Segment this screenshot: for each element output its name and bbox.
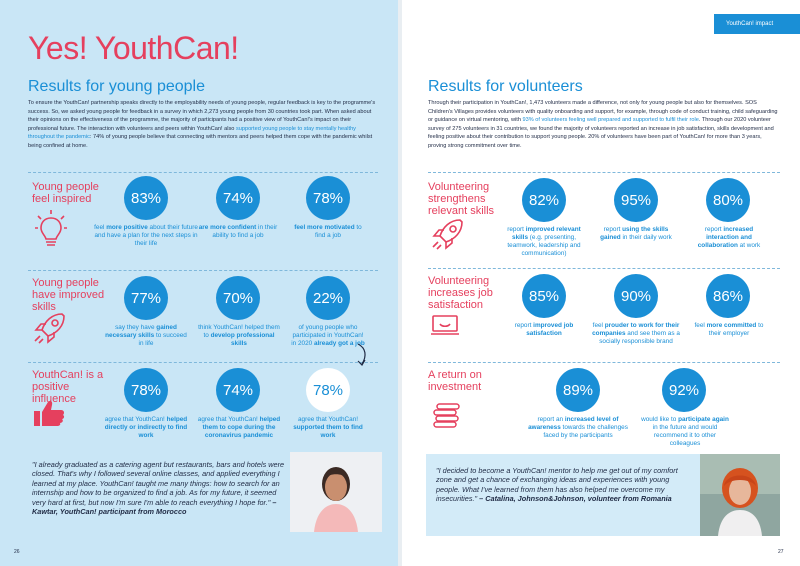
quote-text: "I decided to become a YouthCan! mentor to help me get out of my comfort zone and get a chance of exchanging ideas and experiences with young people. What I've learned from them has also helped me overcome my insecurities." – Catalina, Johnson&Johnson, volunteer from Romania <box>436 466 678 504</box>
volunteer-photo <box>700 454 780 536</box>
stat-description: say they have gained necessary skills to succeed in life <box>105 324 187 347</box>
stat-circle: 22% <box>306 276 350 320</box>
divider <box>28 172 378 173</box>
category-label: Young people have improved skills <box>32 277 105 313</box>
quote-author: – Kawtar, YouthCan! participant from Morocco <box>32 497 277 517</box>
right-intro-text: Through their participation in YouthCan!, 1,473 volunteers made a difference, not only for young people but also for themselves. SOS Children's Villages provides volunteers with quality onboarding and support, for example, through code of conduct training, child safeguarding or guidance on virtual mentoring, with <box>428 100 778 124</box>
stat-description: report improved relevant skills (e.g. presenting, teamwork, leadership and communication) <box>507 226 581 257</box>
stat-description: report an increased level of awareness towards the challenges faced by the participants <box>528 416 628 439</box>
volunteer-quote <box>426 454 700 536</box>
section-tab-label: YouthCan! impact <box>726 21 774 27</box>
rocket-icon <box>32 310 68 346</box>
coins-icon <box>432 402 462 430</box>
category-label: Young people feel inspired <box>32 181 99 205</box>
stat-circle: 83% <box>124 176 168 220</box>
stat-circle: 78% <box>124 368 168 412</box>
stat-description: feel more committed to their employer <box>694 322 764 337</box>
stat-description: agree that YouthCan! helped them to cope during the coronavirus pandemic <box>197 416 281 439</box>
stat-description: think YouthCan! helped them to develop professional skills <box>198 324 280 347</box>
stat-circle: 92% <box>662 368 706 412</box>
category-label: A return on investment <box>428 369 482 393</box>
stat-circle: 78% <box>306 176 350 220</box>
stat-circle: 95% <box>614 178 658 222</box>
stat-circle: 74% <box>216 176 260 220</box>
section-tab <box>714 14 800 34</box>
right-intro-text-end: . Through our 2020 volunteer survey of 275 volunteers in 31 countries, we found the majority of volunteers reported an increase in job satisfaction, skills development and feeling positive about their contribution to support young people. 20% of volunteers have been part of YouthCan! for more than 3 years, proving strong commitment over time. <box>428 117 774 149</box>
category-label: Volunteering strengthens relevant skills <box>428 181 495 217</box>
stat-circle: 85% <box>522 274 566 318</box>
stat-description: feel more motivated to find a job <box>294 224 362 239</box>
page-title: Yes! YouthCan! <box>28 30 239 66</box>
stat-description: feel prouder to work for their companies and see them as a socially responsible brand <box>592 322 680 345</box>
stat-description: of young people who participated in YouthCan! in 2020 already got a job <box>291 324 365 347</box>
portrait-image <box>290 452 382 532</box>
left-intro-text-end: : 74% of young people believe that connecting with mentors and peers helped them cope with the pandemic whilst being confined at home. <box>28 134 373 149</box>
portrait-image <box>700 454 780 536</box>
participant-quote <box>32 460 286 516</box>
stat-circle: 80% <box>706 178 750 222</box>
stat-circle: 90% <box>614 274 658 318</box>
left-intro-text: To ensure the YouthCan! partnership speaks directly to the employability needs of young people, regular feedback is key to the programme's success. So, we asked young people for feedback in a survey in which 2,273 young people from 30 countries took part. When asked about their opinions on the effectiveness of the programme, the majority of participants had a positive view of YouthCan!'s impact on their professional future. The interaction with volunteers and peers within YouthCan! also <box>28 100 376 132</box>
category-label: Volunteering increases job satisfaction <box>428 275 493 311</box>
left-section-title: Results for young people <box>28 78 205 95</box>
stat-description: report increased interaction and collaboration at work <box>697 226 761 249</box>
stat-description: agree that YouthCan! supported them to find work <box>293 416 363 439</box>
stat-circle-highlight: 78% <box>306 368 350 412</box>
page-number: 26 <box>14 549 20 555</box>
stat-description: agree that YouthCan! helped directly or indirectly to find work <box>104 416 188 439</box>
left-intro <box>28 99 378 151</box>
divider <box>428 362 780 363</box>
stat-circle: 70% <box>216 276 260 320</box>
stat-circle: 86% <box>706 274 750 318</box>
stat-description: would like to participate again in the future and would recommend it to other colleagues <box>641 416 729 447</box>
divider <box>28 362 378 363</box>
rocket-icon <box>430 216 466 252</box>
stat-circle: 82% <box>522 178 566 222</box>
stat-description: report using the skills gained in their daily work <box>600 226 672 241</box>
lightbulb-icon <box>34 208 68 252</box>
stat-description: report improved job satisfaction <box>514 322 574 337</box>
divider <box>428 172 780 173</box>
stat-description: are more confident in their ability to find a job <box>198 224 278 239</box>
right-section-title: Results for volunteers <box>428 78 583 95</box>
participant-photo <box>290 452 382 532</box>
stat-circle: 74% <box>216 368 260 412</box>
laptop-smile-icon <box>430 314 460 336</box>
quote-author: – Catalina, Johnson&Johnson, volunteer from Romania <box>477 494 672 504</box>
stat-circle: 77% <box>124 276 168 320</box>
quote-text: "I already graduated as a catering agent but restaurants, bars and hotels were closed. That's why I followed several online classes, and applied everything I learned at my place. YouthCan! taught me many things: how to search for an internship and how to be organized to find a job. As for my future, it seemed very hard at first, but now I'm sure I'm able to reach everything I hope for." – Kawtar, YouthCan! participant from Morocco <box>32 460 285 517</box>
divider <box>28 270 378 271</box>
divider <box>428 268 780 269</box>
right-intro <box>428 99 780 151</box>
stat-circle: 89% <box>556 368 600 412</box>
arrow-down-icon <box>354 342 370 368</box>
stat-description: feel more positive about their future and have a plan for the next steps in their life <box>94 224 198 247</box>
left-intro-highlight: supported young people to stay mentally healthy throughout the pandemic <box>28 125 356 141</box>
page-number: 27 <box>778 549 784 555</box>
thumbs-up-icon <box>32 398 66 428</box>
right-intro-highlight: 93% of volunteers feeling well prepared and supported to fulfil their role <box>522 117 699 124</box>
category-label: YouthCan! is a positive influence <box>32 369 104 405</box>
